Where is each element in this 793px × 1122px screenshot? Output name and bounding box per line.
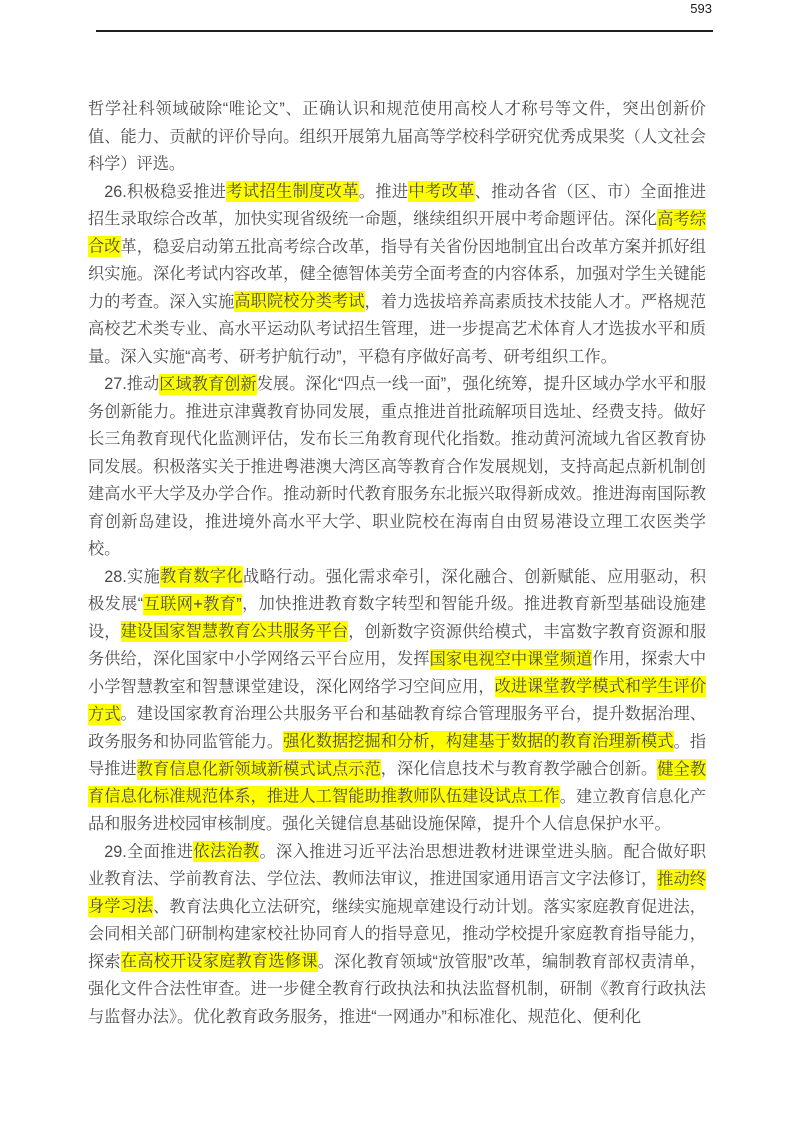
highlighted-text: 互联网+教育”: [143, 595, 242, 613]
text-run: 。推进: [358, 182, 409, 201]
highlighted-text: 改进课堂教学模式和学生评价方式: [88, 677, 707, 723]
text-run: 发展。深化“四点一线一面”，强化统筹，提升区域办学水平和服务创新能力。推进京津冀教育协同发展，重点推进首批疏解项目选址、经费支持。做好长三角教育现代化监测评估，发布长三角教育现代化指数。推动黄河流域九省区教育协同发展。积极落实关于推进粤港澳大湾区高等教育合作发展规划，支持高起点新机制创建高水平大学及办学合作。推动新时代教育服务东北振兴取得新成效。推进海南国际教育创新岛建设，推进境外高水平大学、职业院校在海南自由贸易港设立理工农医类学校。: [88, 375, 707, 558]
text-run: 。建立教育信息化产品和服务进校园审核制度。强化关键信息基础设施保障，提升个人信息保护水平。: [88, 787, 707, 833]
text-run: 29.全面推进: [104, 842, 194, 861]
text-run: ，着力选拔培养高素质技术技能人才。严格规范高校艺术类专业、高水平运动队考试招生管理，进一步提高艺术体育人才选拔水平和质量。深入实施“高考、研考护航行动”，平稳有序做好高考、研考组织工作。: [88, 292, 707, 366]
document-body: [88, 96, 706, 1031]
text-run: 。建设国家教育治理公共服务平台和基础教育综合管理服务平台，提升数据治理、政务服务和协同监管能力。: [88, 705, 706, 751]
highlighted-text: 教育信息化新领域新模式试点示范: [136, 760, 381, 778]
text-run: 28.实施: [104, 567, 161, 586]
text-run: 战略行动。强化需求牵引，深化融合、创新赋能、应用驱动，积极发展“: [88, 567, 707, 613]
highlighted-text: 在高校开设家庭教育选修课: [120, 952, 318, 971]
highlighted-text: 区域教育创新: [159, 375, 257, 393]
text-run: 26.积极稳妥推进: [104, 182, 227, 201]
text-run: 。深化教育领域“放管服”改革，编制教育部权责清单，强化文件合法性审查。进一步健全教育行政执法和执法监督机制，研制《教育行政执法与监督办法》。优化教育政务服务，推进“一网通办”和标准化、规范化、便利化: [88, 952, 707, 1026]
text-run: 哲学社科领域破除“唯论文”、正确认识和规范使用高校人才称号等文件，突出创新价值、能力、贡献的评价导向。组织开展第九届高等学校科学研究优秀成果奖（人文社会科学）评选。: [88, 100, 706, 173]
highlighted-text: 考试招生制度改革: [226, 182, 359, 201]
highlighted-text: 高考综合改: [88, 210, 706, 256]
highlighted-text: 建设国家智慧教育公共服务平台: [120, 622, 349, 641]
text-run: 、教育法典化立法研究，继续实施规章建设行动计划。落实家庭教育促进法，会同相关部门研制构建家校社协同育人的指导意见，推动学校提升家庭教育指导能力，探索: [88, 897, 706, 971]
highlighted-text: 推动终身学习法: [88, 870, 706, 916]
highlighted-text: 国家电视空中课堂频道: [429, 650, 593, 668]
paragraph: [88, 839, 706, 1032]
paragraph: [88, 371, 706, 564]
text-run: ，深化信息技术与教育教学融合创新。: [380, 760, 658, 778]
text-run: 。指导推进: [88, 732, 707, 778]
highlighted-text: 健全教育信息化标准规范体系，推进人工智能助推教师队伍建设试点工作: [88, 760, 707, 806]
header-rule: [96, 30, 713, 32]
paragraph: [88, 96, 706, 179]
highlighted-text: 强化数据挖掘和分析，构建基于数据的教育治理新模式: [283, 732, 674, 751]
page-number: 593: [690, 1, 712, 16]
highlighted-text: 中考改革: [408, 182, 475, 201]
text-run: 作用，探索大中小学智慧教室和智慧课堂建设，深化网络学习空间应用，: [88, 650, 707, 696]
highlighted-text: 教育数字化: [160, 567, 243, 586]
text-run: 。深入推进习近平法治思想进教材进课堂进头脑。配合做好职业教育法、学前教育法、学位法、教师法审议，推进国家通用语言文字法修订，: [88, 842, 707, 888]
text-run: 革，稳妥启动第五批高考综合改革，指导有关省份因地制宜出台改革方案并抓好组织实施。深化考试内容改革，健全德智体美劳全面考查的内容体系，加强对学生关键能力的考查。深入实施: [88, 237, 706, 311]
text-run: ，创新数字资源供给模式，丰富数字教育资源和服务供给，深化国家中小学网络云平台应用，发挥: [88, 622, 707, 668]
text-run: 27.推动: [104, 375, 160, 393]
text-run: 、推动各省（区、市）全面推进招生录取综合改革，加快实现省级统一命题，继续组织开展中考命题评估。深化: [88, 182, 707, 228]
highlighted-text: 依法治教: [193, 842, 260, 861]
highlighted-text: 高职院校分类考试: [234, 292, 365, 311]
paragraph: [88, 564, 706, 839]
text-run: ，加快推进教育数字转型和智能升级。推进教育新型基础设施建设，: [88, 595, 707, 641]
paragraph: [88, 179, 706, 372]
